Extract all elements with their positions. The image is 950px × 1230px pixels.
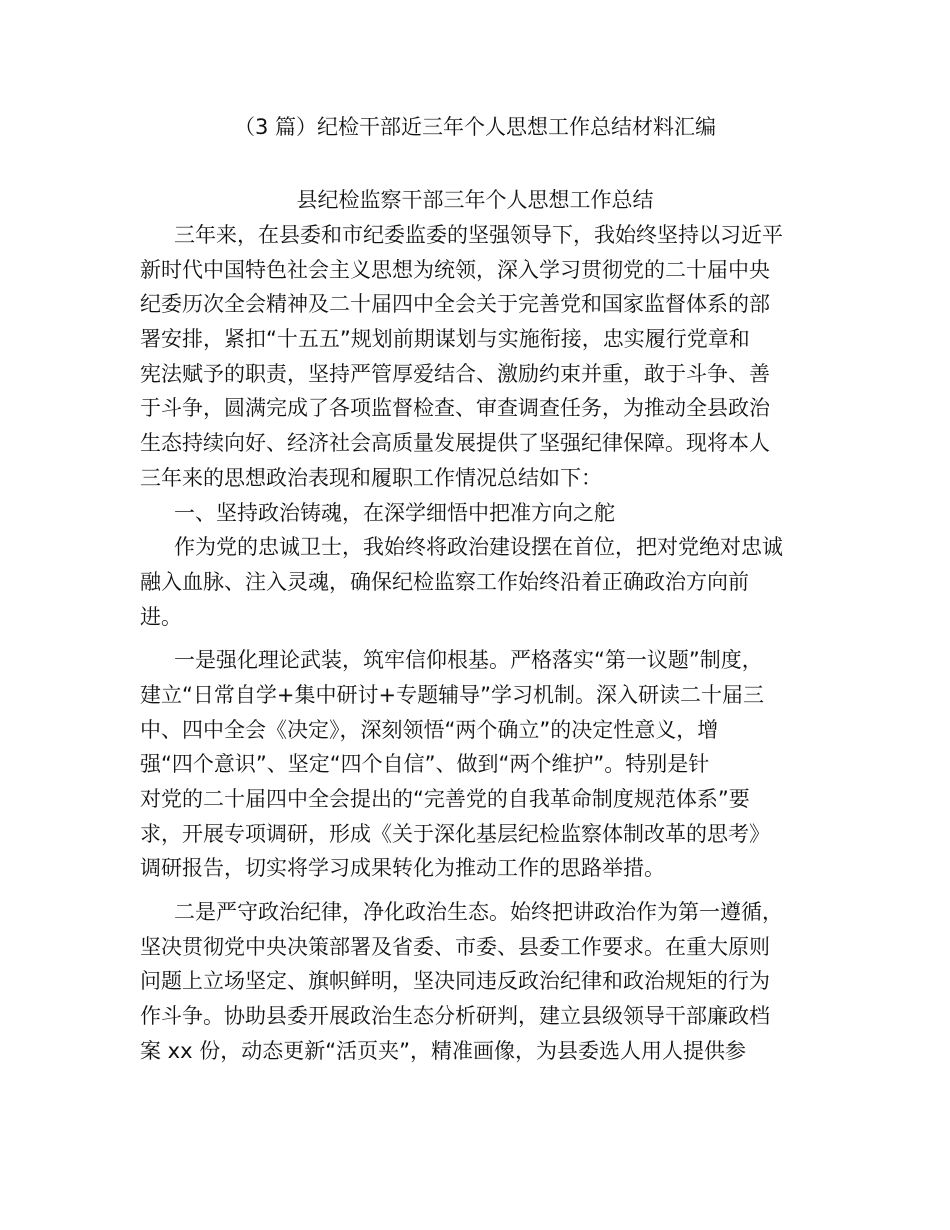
text-line: 生态持续向好、经济社会高质量发展提供了坚强纪律保障。现将本人 [140,431,770,456]
text-line: 纪委历次全会精神及二十届四中全会关于完善党和国家监督体系的部 [140,292,770,317]
text-line: 于斗争，圆满完成了各项监督检查、审查调查任务，为推动全县政治 [140,396,770,421]
paragraph-3 [140,895,810,1068]
text-line: 坚决贯彻党中央决策部署及省委、市委、县委工作要求。在重大原则 [140,934,770,959]
text-line: 案 xx 份，动态更新“活页夹”，精准画像，为县委选人用人提供参 [140,1038,746,1063]
text-line: 求，开展专项调研，形成《关于深化基层纪检监察体制改革的思考》 [140,821,770,846]
section-title: 县纪检监察干部三年个人思想工作总结 [296,188,654,212]
text-line: 建立“日常自学+集中研讨+专题辅导”学习机制。深入研读二十届三 [140,682,764,707]
paragraph-intro [140,218,810,496]
text-line: 二是严守政治纪律，净化政治生态。始终把讲政治作为第一遵循， [174,900,783,925]
text-line: 宪法赋予的职责，坚持严管厚爱结合、激励约束并重，敢于斗争、善 [140,361,770,386]
text-line: 进。 [140,604,182,629]
text-line: 新时代中国特色社会主义思想为统领，深入学习贯彻党的二十届中央 [140,257,770,282]
text-line: 调研报告，切实将学习成果转化为推动工作的思路举措。 [140,856,665,881]
text-line: 作为党的忠诚卫士，我始终将政治建设摆在首位，把对党绝对忠诚 [174,535,783,560]
paragraph-2 [140,643,810,886]
text-line: 问题上立场坚定、旗帜鲜明，坚决同违反政治纪律和政治规矩的行为 [140,969,770,994]
text-line: 一是强化理论武装，筑牢信仰根基。严格落实“第一议题”制度， [174,648,763,673]
paragraph-1 [140,530,810,634]
text-line: 三年来的思想政治表现和履职工作情况总结如下： [140,465,602,490]
text-line: 中、四中全会《决定》，深刻领悟“两个确立”的决定性意义，增 [140,717,719,742]
text-line: 融入血脉、注入灵魂，确保纪检监察工作始终沿着正确政治方向前 [140,569,749,594]
subheading-1 [140,496,810,531]
document-title: （3 篇）纪检干部近三年个人思想工作总结材料汇编 [233,115,717,139]
text-line: 强“四个意识”、坚定“四个自信”、做到“两个维护”。特别是针 [140,752,710,777]
text-line: 署安排，紧扣“十五五”规划前期谋划与实施衔接，忠实履行党章和 [140,327,750,352]
subheading-line: 一、坚持政治铸魂，在深学细悟中把准方向之舵 [174,500,615,525]
text-line: 三年来，在县委和市纪委监委的坚强领导下，我始终坚持以习近平 [174,223,783,247]
text-line: 作斗争。协助县委开展政治生态分析研判，建立县级领导干部廉政档 [140,1004,770,1029]
text-line: 对党的二十届四中全会提出的“完善党的自我革命制度规范体系”要 [140,787,750,811]
document-body [140,218,810,1069]
